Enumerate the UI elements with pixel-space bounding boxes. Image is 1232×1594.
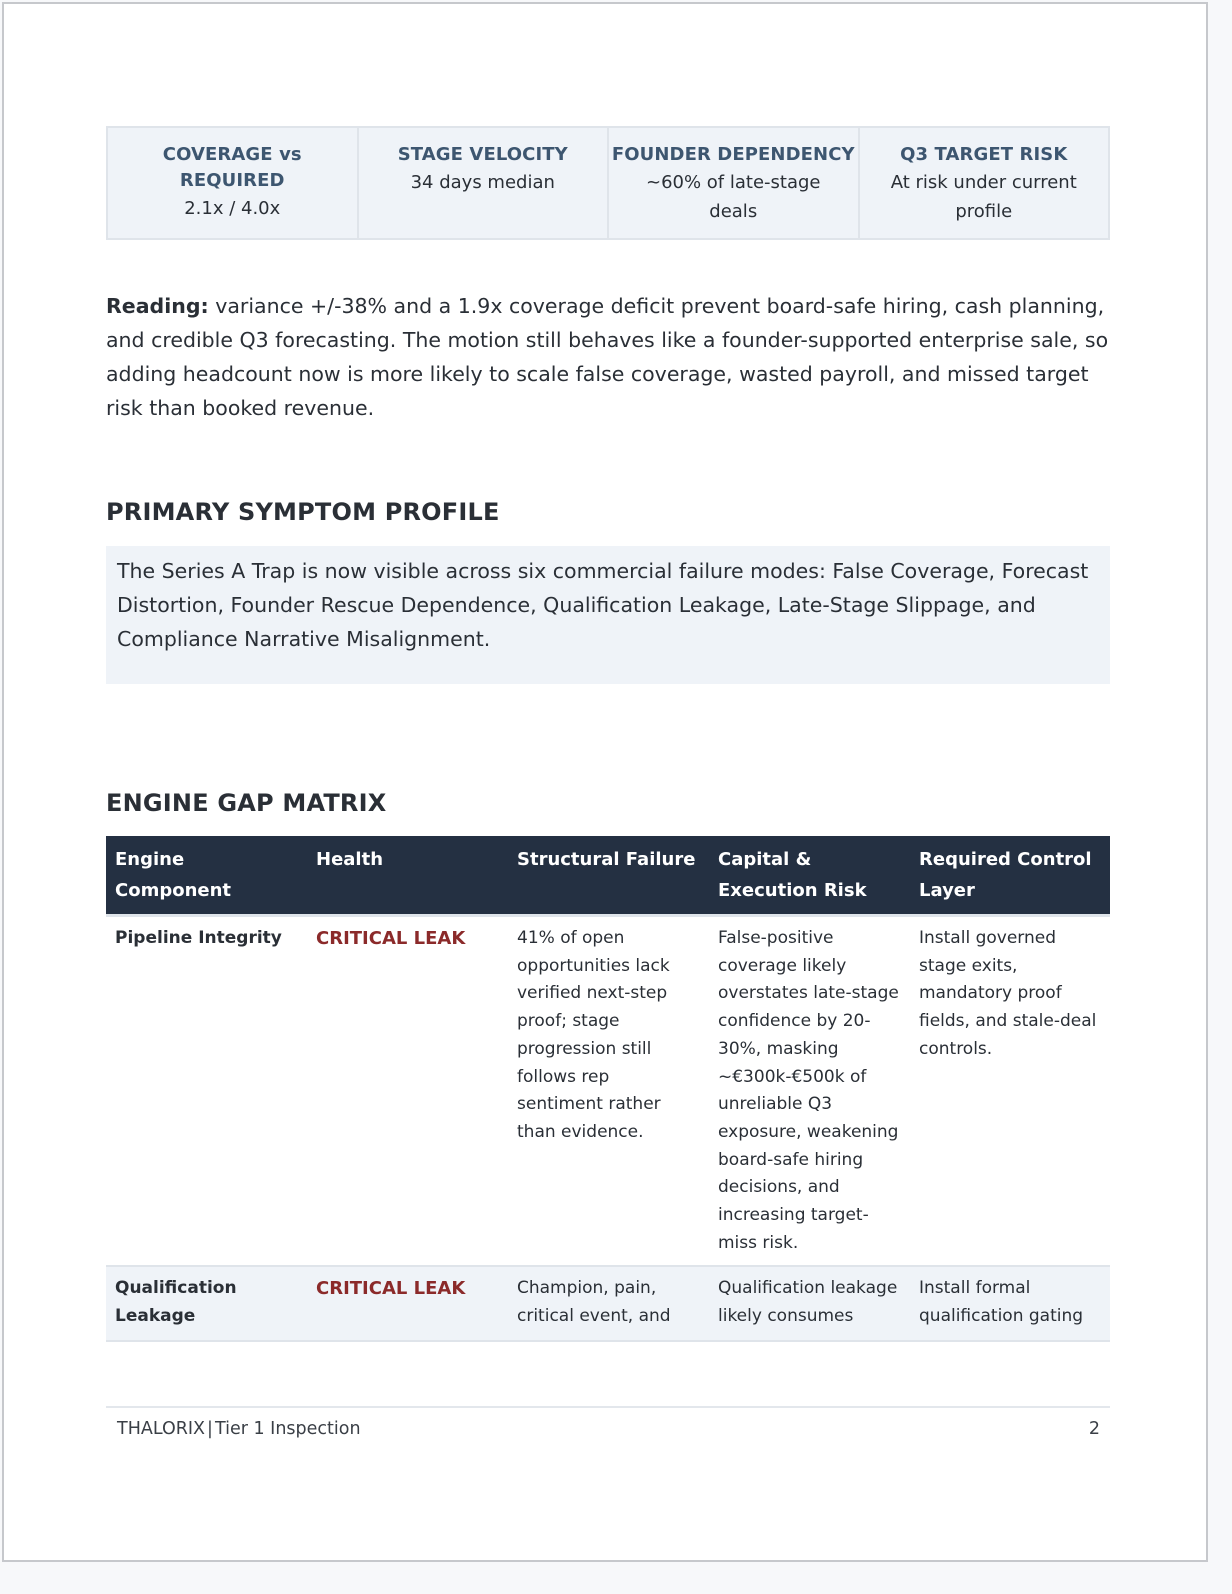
engine-gap-matrix-table (106, 836, 1110, 1342)
kpi-value: ~60% of late-stage deals (645, 172, 821, 222)
structural-failure-cell: 41% of open opportunities lack verified next-step proof; stage progression still follows rep sentiment rather than evidence. (508, 916, 709, 1267)
table-header-row (106, 836, 1110, 916)
capital-risk-text: Qualification leakage likely consumes (718, 1278, 898, 1327)
engine-component-cell: Pipeline Integrity (106, 916, 307, 1267)
symptom-profile-text: The Series A Trap is now visible across six commercial failure modes: False Coverage, Forecast Distortion, Founder Rescue Dependence, Qualification Leakage, Late-Stage Slippage, and Compliance Narrative Misalignment. (117, 559, 1089, 651)
column-header: Health (307, 836, 508, 916)
column-header: Engine Component (106, 836, 307, 916)
document-page (2, 2, 1208, 1562)
reading-label: Reading: (106, 294, 209, 318)
health-status-badge: CRITICAL LEAK (307, 916, 508, 1267)
symptom-profile-heading: PRIMARY SYMPTOM PROFILE (106, 498, 500, 526)
engine-gap-matrix-heading: ENGINE GAP MATRIX (106, 789, 387, 817)
column-header: Structural Failure (508, 836, 709, 916)
table-row (106, 1266, 1110, 1341)
engine-component-cell (106, 1266, 307, 1341)
engine-component-text: Qualification Leakage (115, 1278, 237, 1327)
kpi-founder-dependency (609, 128, 860, 238)
kpi-label: Q3 TARGET RISK (900, 144, 1068, 165)
control-layer-cell: Install governed stage exits, mandatory proof fields, and stale-deal controls. (910, 916, 1110, 1267)
kpi-strip (106, 126, 1110, 240)
control-layer-text: Install formal qualification gating (919, 1278, 1084, 1327)
footer-brand: THALORIX (117, 1419, 206, 1439)
footer-separator: | (207, 1419, 213, 1439)
footer-divider (106, 1406, 1110, 1408)
reading-paragraph (106, 289, 1110, 425)
kpi-q3-target-risk (860, 128, 1109, 238)
control-layer-cell (910, 1266, 1110, 1341)
kpi-value: 2.1x / 4.0x (184, 198, 281, 219)
column-header: Required Control Layer (910, 836, 1110, 916)
footer-title (117, 1419, 361, 1439)
column-header: Capital & Execution Risk (709, 836, 910, 916)
kpi-label: COVERAGE vs REQUIRED (162, 144, 302, 191)
kpi-value: 34 days median (410, 172, 555, 193)
table-row (106, 916, 1110, 1267)
page-number: 2 (1088, 1419, 1100, 1439)
symptom-profile-callout (106, 546, 1110, 684)
kpi-stage-velocity (359, 128, 610, 238)
kpi-label: STAGE VELOCITY (397, 144, 568, 165)
footer-doc-title: Tier 1 Inspection (214, 1419, 361, 1439)
reading-text: variance +/-38% and a 1.9x coverage deficit prevent board-safe hiring, cash planning, and credible Q3 forecasting. The motion still behaves like a founder-supported enterprise sale, so adding headcount now is more likely to scale false coverage, wasted payroll, and missed target risk than booked revenue. (106, 294, 1109, 420)
health-status-text: CRITICAL LEAK (316, 1278, 466, 1300)
kpi-value: At risk under current profile (890, 172, 1077, 222)
capital-risk-cell: False-positive coverage likely overstates late-stage confidence by 20-30%, masking ~€300k-€500k of unreliable Q3 exposure, weakening board-safe hiring decisions, and increasing target-miss risk. (709, 916, 910, 1267)
structural-failure-text: Champion, pain, critical event, and (517, 1278, 671, 1327)
health-status-badge (307, 1266, 508, 1341)
capital-risk-cell (709, 1266, 910, 1341)
kpi-label: FOUNDER DEPENDENCY (611, 144, 855, 165)
structural-failure-cell (508, 1266, 709, 1341)
kpi-coverage (108, 128, 359, 238)
